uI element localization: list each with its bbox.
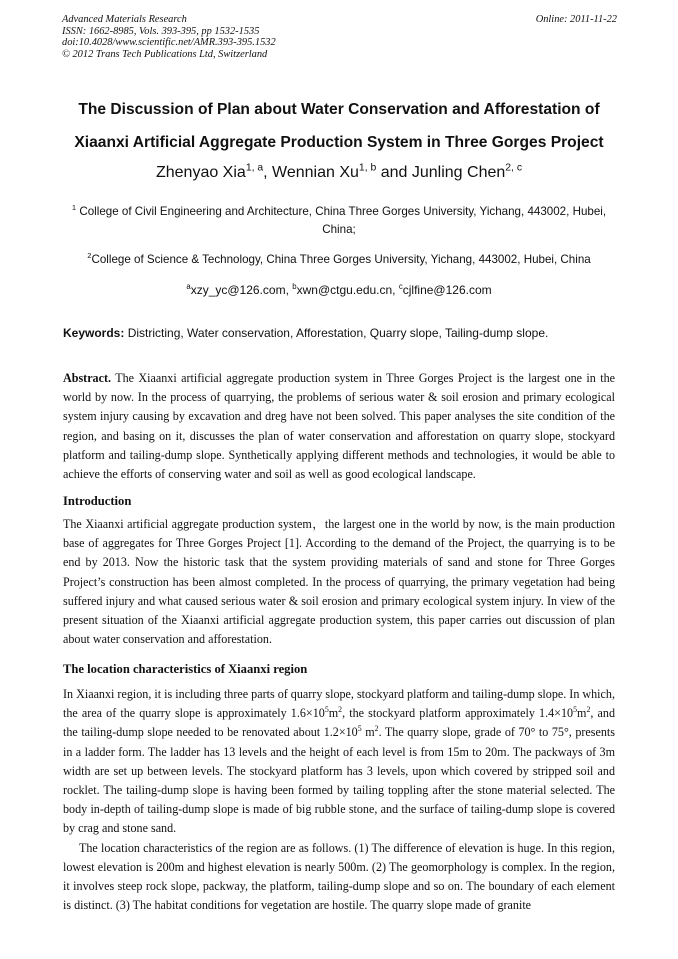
author-affiliation-mark: 1, a — [245, 162, 264, 174]
affiliation-1 — [70, 203, 608, 238]
text-run: m — [577, 706, 587, 721]
text-run: , the stockyard platform approximately 1.4×10 — [342, 706, 574, 721]
online-date: Online: 2011-11-22 — [535, 14, 617, 25]
keywords — [63, 326, 623, 340]
title-line-2: Xiaanxi Artificial Aggregate Production System in Three Gorges Project — [74, 134, 604, 151]
location-paragraph-1 — [63, 685, 615, 839]
journal-name: Advanced Materials Research — [62, 14, 187, 25]
location-section — [63, 685, 615, 915]
superscript: 5 — [573, 705, 578, 715]
doi-line: doi:10.4028/www.scientific.net/AMR.393-395.1532 — [62, 37, 276, 49]
superscript: 5 — [324, 705, 329, 715]
author-affiliation-mark: 1, b — [358, 162, 377, 174]
issn-line: ISSN: 1662-8985, Vols. 393-395, pp 1532-1535 — [62, 25, 260, 37]
text-run: In Xiaanxi region, it is including three parts of quarry slope, stockyard platform and tailing-dump slope. In which, the area of the quarry slope is approximately 1.6×10 — [63, 687, 615, 721]
text-run: . The quarry slope, grade of 70° to 75°, presents in a ladder form. The ladder has 13 levels and the height of each level is from 15m to 20m. The packways of 3m width are set up between levels. The stockyard platform has 3 levels, upon which covered by stripped soil and rocklet. The tailing-dump slope is having been formed by tailing toppling after the stone material selected. The body in-depth of tailing-dump slope is made of big rubble stone, and the surface of tailing-dump slope is covered by crag and stone sand. — [63, 725, 615, 836]
text-run: m — [361, 725, 375, 740]
keywords-label: Keywords: — [63, 326, 125, 340]
section-heading-introduction: Introduction — [63, 494, 132, 508]
affiliation-mark: 2 — [87, 251, 92, 261]
affiliation-text: College of Civil Engineering and Architecture, China Three Gorges University, Yichang, 443002, Hubei, China; — [79, 205, 607, 236]
email-address: cjlfine@126.com — [402, 283, 492, 297]
abstract-text: The Xiaanxi artificial aggregate production system in Three Gorges Project is the largest one in the world by now. In the process of quarrying, the problems of serious water & soil erosion and primary ecological system injury causing by excavation and dreg have not been solved. This paper analyses the site condition of the region, and basing on it, discusses the plan of water conservation and afforestation on quarry slope, stockyard platform and tailing-dump slope. Synthetically applying different methods and technologies, it would be able to achieve the efforts of conserving water and soil as well as good ecological landscape. — [63, 371, 615, 482]
affiliation-text: College of Science & Technology, China Three Gorges University, Yichang, 443002, Hubei, China — [91, 253, 591, 266]
superscript: 2 — [338, 705, 343, 715]
superscript: 5 — [357, 724, 362, 734]
paragraph-text: The Xiaanxi artificial aggregate production system，the largest one in the world by now, is the main production base of aggregates for Three Gorges Project [1]. According to the demand of the Project, the quarrying is to be end by 2013. Now the historic task that the system providing materials of sand and stone for Three Gorges Project’s construction has been almost completed. In the process of quarrying, the primary vegetation had being suffered injury and what caused serious water & soil erosion and primary ecological system injury. In view of the present situation of the Xiaanxi artificial aggregate production system, this paper carries out discussion of plan about water conservation and afforestation. — [63, 517, 615, 647]
affiliation-2 — [70, 251, 608, 269]
copyright-line: © 2012 Trans Tech Publications Ltd, Switzerland — [62, 48, 268, 60]
keywords-text: Districting, Water conservation, Afforestation, Quarry slope, Tailing-dump slope. — [124, 326, 549, 340]
author-separator: and — [380, 164, 412, 181]
author-emails — [40, 283, 638, 297]
email-address: xzy_yc@126.com, — [190, 283, 293, 297]
superscript: 2 — [586, 705, 591, 715]
paper-title — [40, 93, 638, 159]
introduction-paragraph — [63, 515, 615, 649]
email-mark: b — [292, 282, 297, 291]
author-separator: , — [263, 164, 273, 181]
author-list — [40, 164, 638, 182]
title-line-1: The Discussion of Plan about Water Conservation and Afforestation of — [78, 101, 600, 118]
email-mark: c — [398, 282, 403, 291]
superscript: 2 — [374, 724, 379, 734]
author-name: Junling Chen — [411, 164, 506, 181]
text-run: m — [328, 706, 339, 721]
location-paragraph-2: The location characteristics of the region are as follows. (1) The difference of elevation is huge. In this region, lowest elevation is 200m and highest elevation is nearly 500m. (2) The geomorphology is complex. In the region, it involves steep rock slope, packway, the platform, tailing-dump slope and so on. The boundary of each element is distinct. (3) The habitat conditions for vegetation are hostile. The quarry slope made of granite — [63, 840, 615, 913]
author-name: Wennian Xu — [272, 164, 359, 181]
email-mark: a — [186, 282, 191, 291]
section-heading-location: The location characteristics of Xiaanxi region — [63, 662, 308, 676]
abstract — [63, 369, 615, 484]
abstract-label: Abstract. — [63, 371, 112, 385]
affiliation-mark: 1 — [71, 203, 77, 213]
text-run: , and the tailing-dump slope needed to be renovated about 1.2×10 — [63, 706, 616, 740]
author-affiliation-mark: 2, c — [505, 162, 523, 174]
author-name: Zhenyao Xia — [155, 164, 246, 181]
journal-header — [62, 14, 617, 60]
email-address: xwn@ctgu.edu.cn, — [296, 283, 399, 297]
